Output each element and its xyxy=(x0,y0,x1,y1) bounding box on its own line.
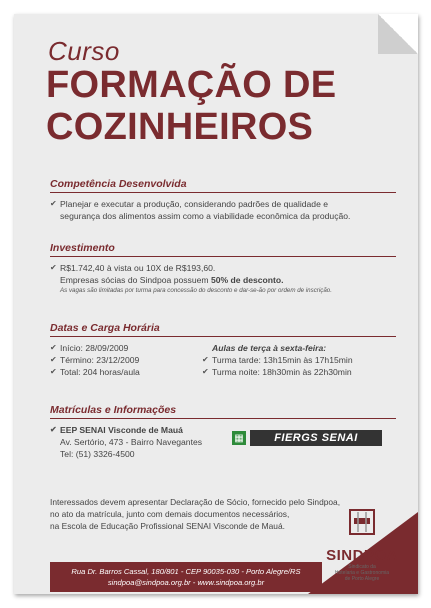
list-item xyxy=(50,262,396,274)
endereco-text: Av. Sertório, 473 - Bairro Navegantes xyxy=(60,437,203,447)
section-heading: Competência Desenvolvida xyxy=(50,178,396,193)
section-heading: Matrículas e Informações xyxy=(50,404,396,419)
price-text: R$1.742,40 à vista ou 10X de R$193,60. xyxy=(60,263,216,273)
logo-sub-1: Sindicato da xyxy=(348,564,376,570)
list-item xyxy=(50,366,202,378)
socias-prefix: Empresas sócias do Sindpoa possuem xyxy=(60,275,211,285)
course-title xyxy=(46,64,336,148)
sindpoa-mark-icon xyxy=(344,504,380,540)
datas-left-column xyxy=(50,342,202,378)
turma-noite-text: Turma noite: 18h30min às 22h30min xyxy=(212,367,352,377)
section-competencia xyxy=(50,178,396,222)
fiergs-logo-text: FIERGS SENAI xyxy=(250,430,382,446)
check-icon: ✔ xyxy=(50,343,57,352)
logo-sub-2: Hotelaria e Gastronomia xyxy=(334,570,390,576)
list-item xyxy=(50,342,202,354)
check-icon: ✔ xyxy=(50,367,57,376)
datas-columns xyxy=(50,342,396,378)
check-icon: ✔ xyxy=(50,425,57,434)
check-icon: ✔ xyxy=(50,263,57,272)
fiergs-mark-icon: ▦ xyxy=(232,431,246,445)
inicio-text: Início: 28/09/2009 xyxy=(60,343,129,353)
aulas-title: Aulas de terça à sexta-feira: xyxy=(212,343,327,353)
datas-right-column xyxy=(202,342,396,378)
competencia-text-2: segurança dos alimentos assim como a viabilidade econômica da produção. xyxy=(60,211,351,221)
section-heading: Datas e Carga Horária xyxy=(50,322,396,337)
list-item xyxy=(50,354,202,366)
section-heading: Investimento xyxy=(50,242,396,257)
footer-address: Rua Dr. Barros Cassal, 180/801 - CEP 90035-030 - Porto Alegre/RS xyxy=(71,567,301,576)
vagas-note: As vagas são limitadas por turma para concessão do desconto e dar-se-ão por ordem de inscrição. xyxy=(60,287,332,294)
socias-text xyxy=(50,274,396,286)
list-item xyxy=(50,198,396,222)
title-line-1: FORMAÇÃO DE xyxy=(46,64,337,106)
check-icon: ✔ xyxy=(202,367,209,376)
footer-contact: sindpoa@sindpoa.org.br - www.sindpoa.org.br xyxy=(107,578,265,587)
page-corner-fold xyxy=(378,14,418,54)
escola-text: EEP SENAI Visconde de Mauá xyxy=(60,425,183,435)
title-line-2: COZINHEIROS xyxy=(46,106,314,148)
section-datas xyxy=(50,322,396,378)
sindpoa-logo xyxy=(314,504,410,582)
total-text: Total: 204 horas/aula xyxy=(60,367,140,377)
list-item xyxy=(202,354,396,366)
check-icon: ✔ xyxy=(50,355,57,364)
termino-text: Término: 23/12/2009 xyxy=(60,355,140,365)
check-icon: ✔ xyxy=(50,199,57,208)
course-label: Curso xyxy=(48,36,120,66)
section-investimento xyxy=(50,242,396,296)
telefone-text: Tel: (51) 3326-4500 xyxy=(60,449,135,459)
footer-bar xyxy=(50,562,322,592)
logo-sub-3: de Porto Alegre xyxy=(344,576,380,582)
note-line-1: Interessados devem apresentar Declaração de Sócio, fornecido pelo Sindpoa, xyxy=(50,497,341,507)
turma-tarde-text: Turma tarde: 13h15min às 17h15min xyxy=(212,355,353,365)
check-icon: ✔ xyxy=(202,355,209,364)
socias-discount: 50% de desconto. xyxy=(210,275,284,285)
logo-name: SINDPOA xyxy=(326,547,398,564)
note-line-2: no ato da matrícula, junto com demais documentos necessários, xyxy=(50,509,290,519)
list-item xyxy=(202,366,396,378)
note-line-3: na Escola de Educação Profissional SENAI Visconde de Mauá. xyxy=(50,521,285,531)
flyer xyxy=(14,14,418,594)
fiergs-senai-logo xyxy=(232,428,382,448)
competencia-text-1: Planejar e executar a produção, considerando padrões de qualidade e xyxy=(60,199,329,209)
